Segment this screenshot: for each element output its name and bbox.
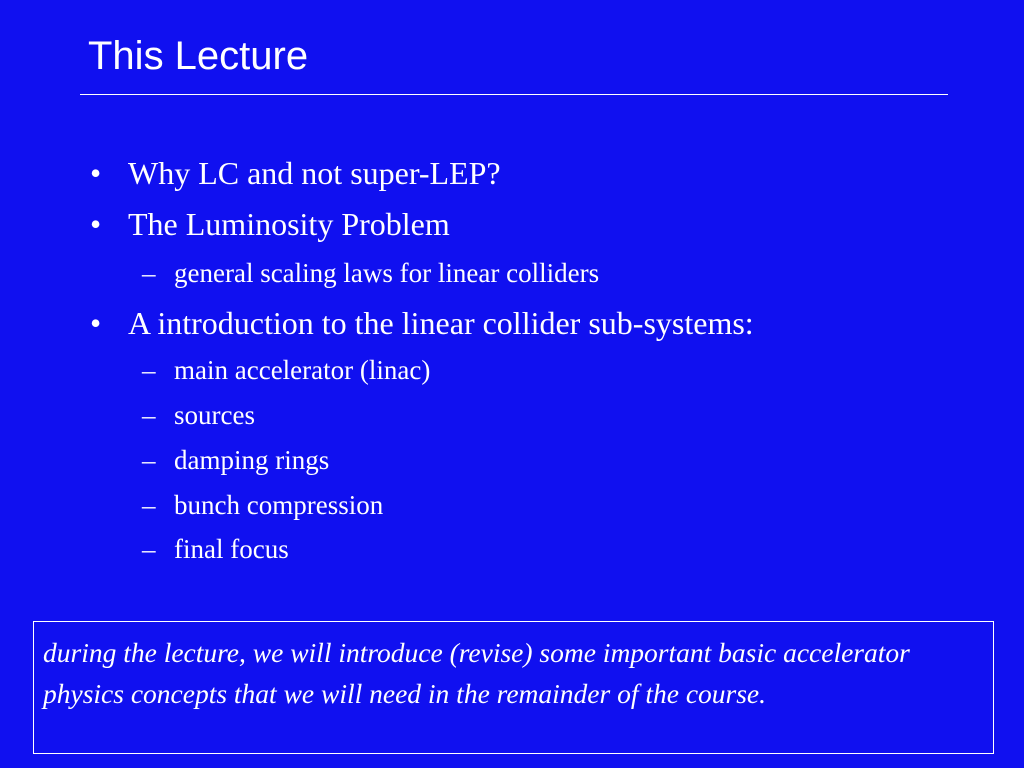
bullet-text: A introduction to the linear collider sub-systems: xyxy=(128,305,754,341)
sub-bullet-text: damping rings xyxy=(174,445,330,475)
sub-bullet-text: final focus xyxy=(174,534,289,564)
sub-bullet-marker: – xyxy=(142,355,156,385)
bullet-text: Why LC and not super-LEP? xyxy=(128,155,501,191)
sub-bullet-text: main accelerator (linac) xyxy=(174,355,431,385)
bullet-marker: • xyxy=(90,155,102,191)
sub-bullet-marker: – xyxy=(142,258,156,288)
sub-bullet-marker: – xyxy=(142,534,156,564)
bullet-marker: • xyxy=(90,305,102,341)
sub-bullet-text: sources xyxy=(174,400,255,430)
slide-title: This Lecture xyxy=(88,34,309,78)
note-box xyxy=(33,621,994,754)
note-text: during the lecture, we will introduce (revise) some important basic accelerator physics concepts that we will need in the remainder of the course. xyxy=(43,637,910,709)
sub-bullet-marker: – xyxy=(142,400,156,430)
sub-bullet-text: bunch compression xyxy=(174,490,384,520)
bullet-marker: • xyxy=(90,206,102,242)
sub-bullet-marker: – xyxy=(142,490,156,520)
sub-bullet-text: general scaling laws for linear colliders xyxy=(174,258,600,288)
bullet-text: The Luminosity Problem xyxy=(128,206,450,242)
sub-bullet-marker: – xyxy=(142,445,156,475)
